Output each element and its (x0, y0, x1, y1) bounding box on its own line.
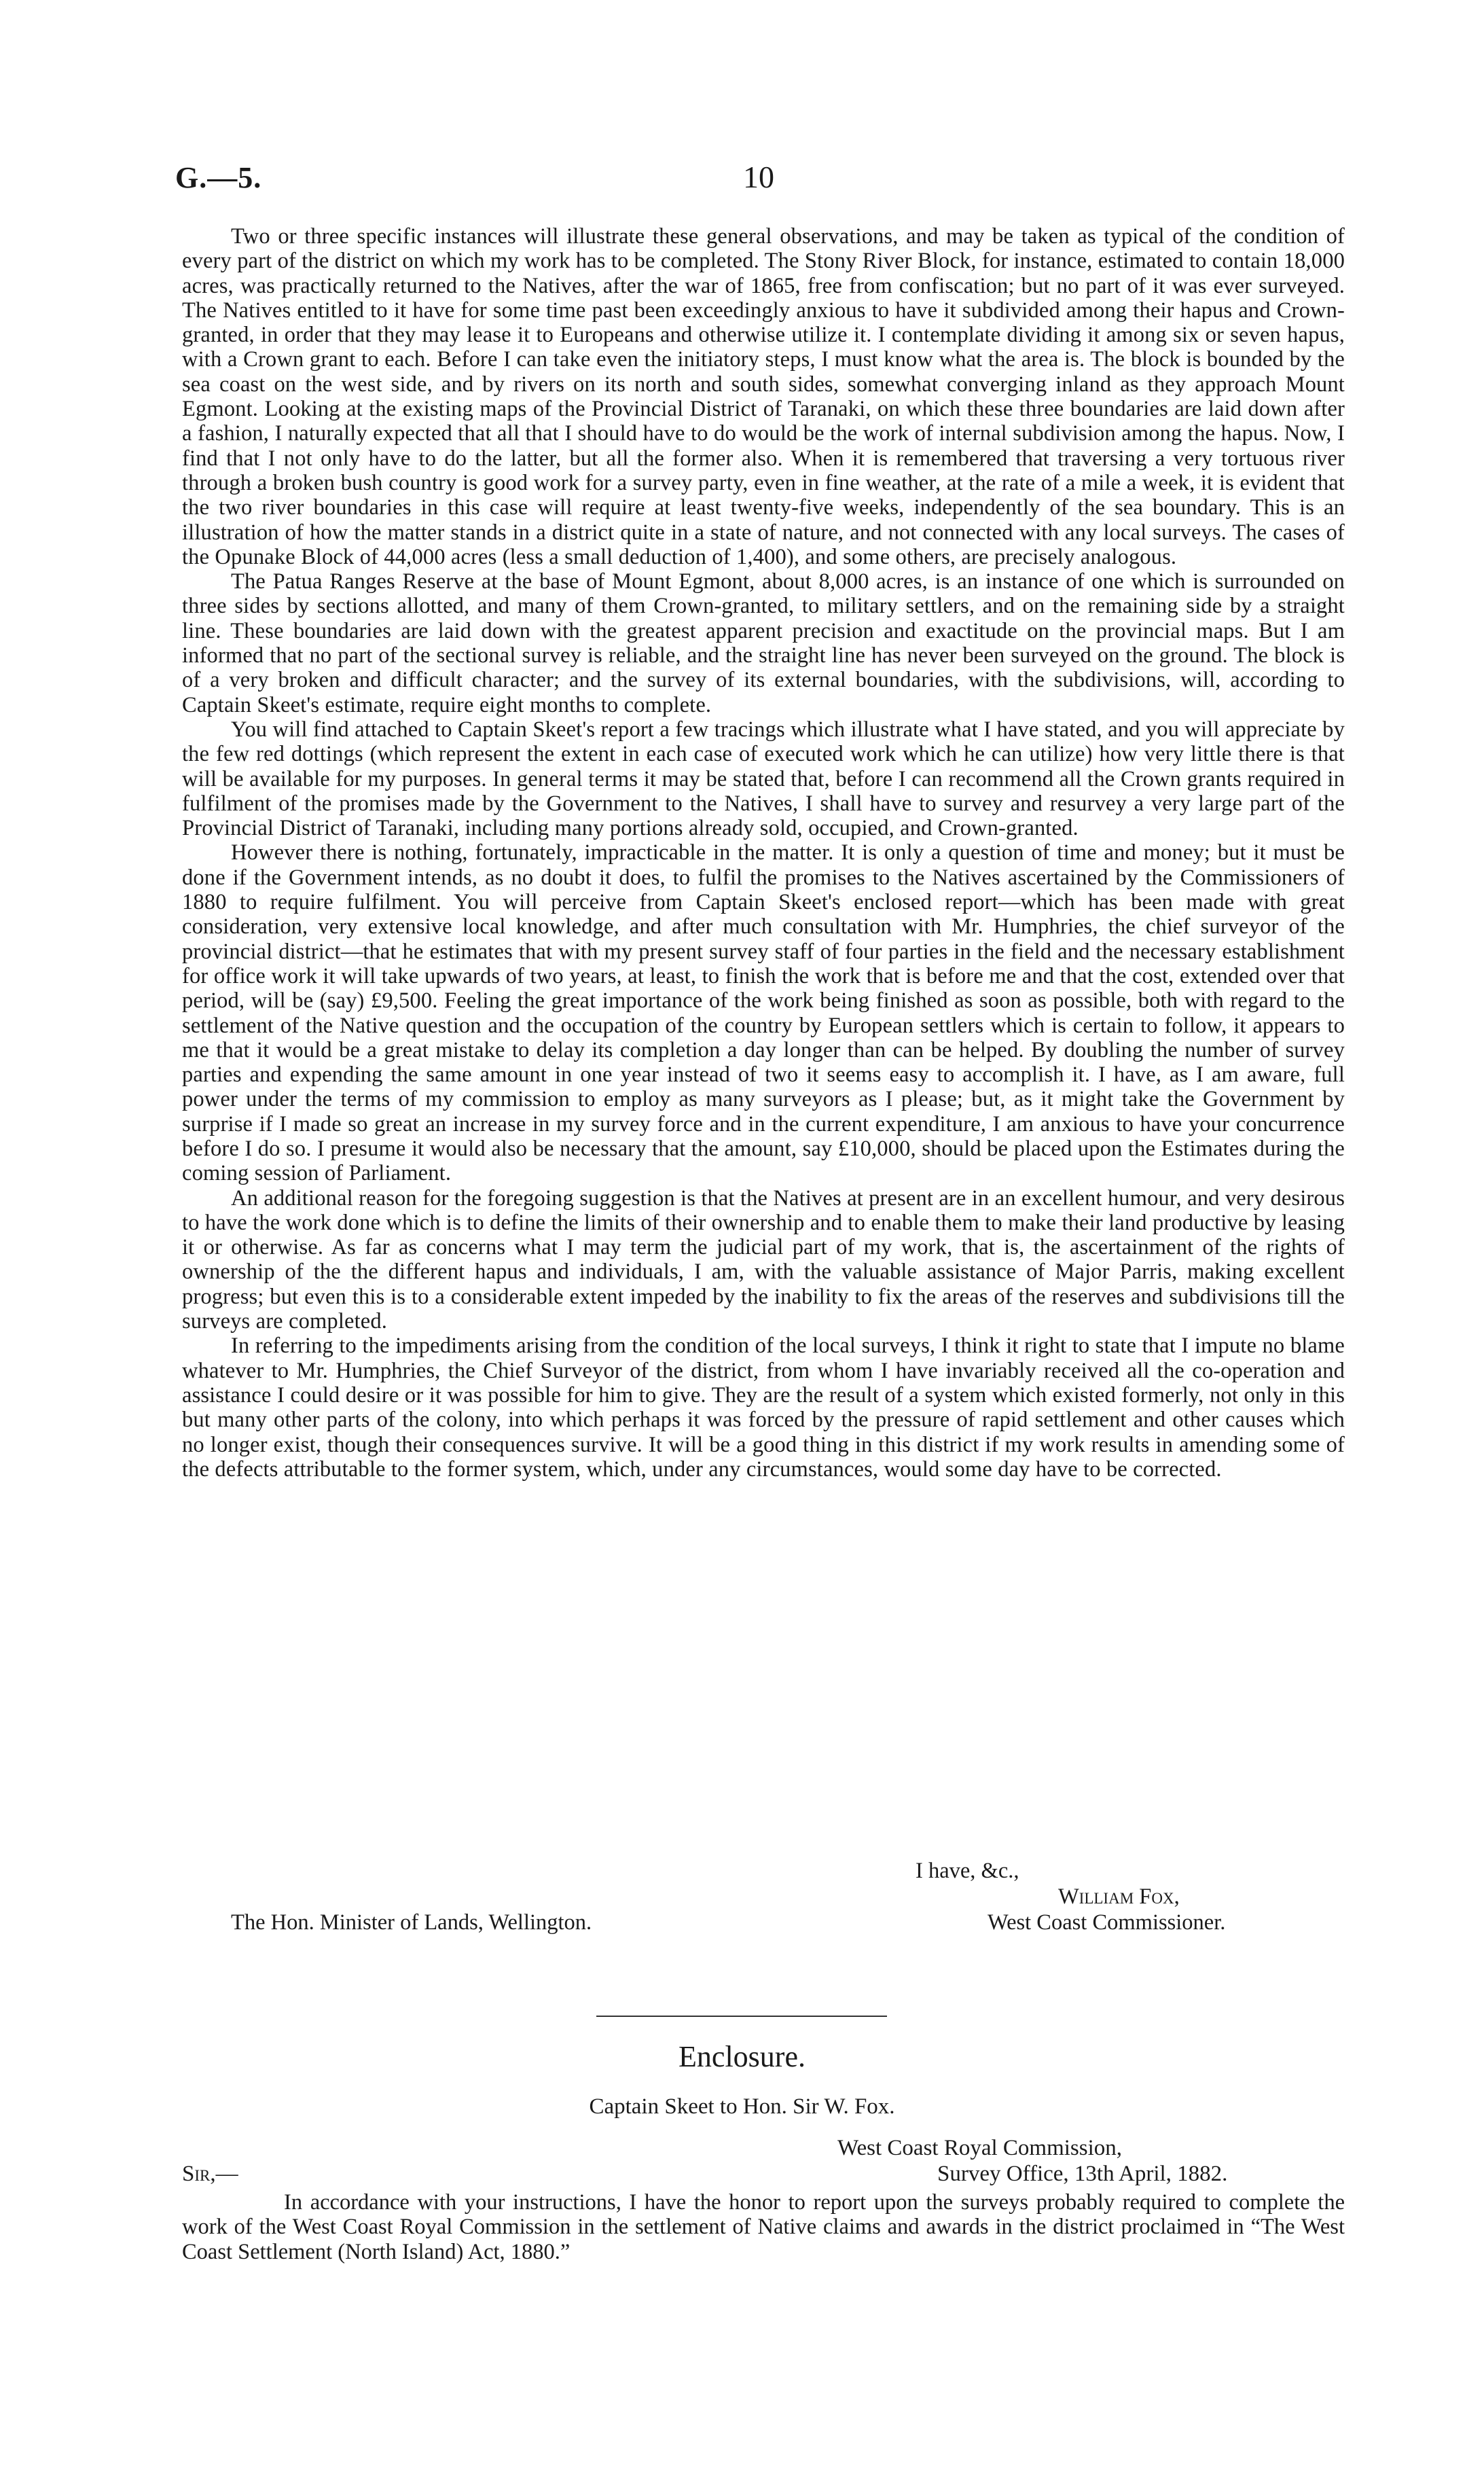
sender-address-line: West Coast Royal Commission, (837, 2136, 1123, 2160)
paragraph: The Patua Ranges Reserve at the base of Mount Egmont, about 8,000 acres, is an instance of one which is surrounded on three sides by sections allotted, and many of them Crown-granted, to military settlers, and on the remaining side by a straight line. These boundaries are laid down with the greatest apparent precision and exactitude on the provincial maps. But I am informed that no part of the sectional survey is reliable, and the straight line has never been surveyed on the ground. The block is of a very broken and difficult character; and the survey of its external boundaries, with the subdivisions, will, according to Captain Skeet's estimate, require eight months to complete. (182, 569, 1345, 717)
closing-phrase: I have, &c., (916, 1859, 1019, 1883)
paragraph: An additional reason for the foregoing suggestion is that the Natives at present are in an excellent humour, and very desirous to have the work done which is to define the limits of their ownership and to enable them to make their land productive by leasing it or otherwise. As far as concerns what I may term the judicial part of my work, that is, the ascertainment of the rights of ownership of the the different hapus and individuals, I am, with the valuable assistance of Major Parris, making excellent progress; but even this is to a considerable extent impeded by the inability to fix the areas of the reserves and subdivisions till the surveys are completed. (182, 1185, 1345, 1334)
sender-date-line: Survey Office, 13th April, 1882. (937, 2162, 1228, 2186)
signature: William Fox, (1058, 1884, 1180, 1909)
enclosure-heading: Enclosure. (678, 2040, 806, 2073)
letter-body (182, 224, 1345, 1482)
paragraph: In referring to the impediments arising from the condition of the local surveys, I think it right to state that I impute no blame whatever to Mr. Humphries, the Chief Surveyor of the district, from whom I have invariably received all the co-operation and assistance I could desire or it was possible for him to give. They are the result of a system which existed formerly, not only in this but many other parts of the colony, into which perhaps it was forced by the pressure of rapid settlement and other causes which no longer exist, though their consequences survive. It will be a good thing in this district if my work results in amending some of the defects attributable to the former system, which, under any circumstances, would some day have to be corrected. (182, 1334, 1345, 1482)
page-number: 10 (743, 160, 774, 194)
enclosure-subheading: Captain Skeet to Hon. Sir W. Fox. (589, 2094, 895, 2119)
paragraph: You will find attached to Captain Skeet's report a few tracings which illustrate what I have stated, and you will appreciate by the few red dottings (which represent the extent in each case of executed work which he can utilize) how very little there is that will be available for my purposes. In general terms it may be stated that, before I can recommend all the Crown grants required in fulfilment of the promises made by the Government to the Natives, I shall have to survey and resurvey a very large part of the Provincial District of Taranaki, including many portions already sold, occupied, and Crown-granted. (182, 717, 1345, 841)
section-divider (596, 2016, 887, 2017)
document-reference: G.—5. (175, 161, 262, 194)
signatory-title: West Coast Commissioner. (988, 1910, 1226, 1935)
paragraph: However there is nothing, fortunately, impracticable in the matter. It is only a question of time and money; but it must be done if the Government intends, as no doubt it does, to fulfil the promises to the Natives ascertained by the Commissioners of 1880 to require fulfilment. You will perceive from Captain Skeet's enclosed report—which has been made with great consideration, very extensive local knowledge, and after much consultation with Mr. Humphries, the chief surveyor of the provincial district—that he estimates that with my present survey staff of four parties in the field and the necessary establishment for office work it will take upwards of two years, at least, to finish the work that is before me and that the cost, extended over that period, will be (say) £9,500. Feeling the great importance of the work being finished as soon as possible, both with regard to the settlement of the Native question and the occupation of the country by European settlers which is certain to follow, it appears to me that it would be a great mistake to delay its completion a day longer than can be helped. By doubling the number of survey parties and expending the same amount in one year instead of two it seems easy to accomplish it. I have, as I am aware, full power under the terms of my commission to employ as many surveyors as I please; but, as it might take the Government by surprise if I made so great an increase in my survey force and in the current expenditure, I am anxious to have your concurrence before I do so. I presume it would also be necessary that the amount, say £10,000, should be placed upon the Estimates during the coming session of Parliament. (182, 840, 1345, 1186)
letter-closing (182, 1858, 1345, 1935)
addressee: The Hon. Minister of Lands, Wellington. (231, 1910, 592, 1935)
paragraph: Two or three specific instances will illustrate these general observations, and may be taken as typical of the condition of every part of the district on which my work has to be completed. The Stony River Block, for instance, estimated to contain 18,000 acres, was practically returned to the Natives, after the war of 1865, free from confiscation; but no part of it was ever surveyed. The Natives entitled to it have for some time past been exceedingly anxious to have it subdivided among their hapus and Crown-granted, in order that they may lease it to Europeans and otherwise utilize it. I contemplate dividing it among six or seven hapus, with a Crown grant to each. Before I can take even the initiatory steps, I must know what the area is. The block is bounded by the sea coast on the west side, and by rivers on its north and south sides, somewhat converging inland as they approach Mount Egmont. Looking at the existing maps of the Provincial District of Taranaki, on which these three boundaries are laid down after a fashion, I naturally expected that all that I should have to do would be the work of internal subdivision among the hapus. Now, I find that I not only have to do the latter, but all the former also. When it is remembered that traversing a very tortuous river through a broken bush country is good work for a survey party, even in fine weather, at the rate of a mile a week, it is evident that the two river boundaries in this case will require at least twenty-five weeks, independently of the sea boundary. This is an illustration of how the matter stands in a district quite in a state of nature, and not connected with any local surveys. The cases of the Opunake Block of 44,000 acres (less a small deduction of 1,400), and some others, are precisely analogous. (182, 224, 1345, 569)
salutation: Sir,— (182, 2162, 238, 2186)
paragraph: In accordance with your instructions, I have the honor to report upon the surveys probably required to complete the work of the West Coast Royal Commission in the settlement of Native claims and awards in the district proclaimed in “The West Coast Settlement (North Island) Act, 1880.” (182, 2190, 1345, 2264)
enclosure-body (182, 2190, 1345, 2264)
